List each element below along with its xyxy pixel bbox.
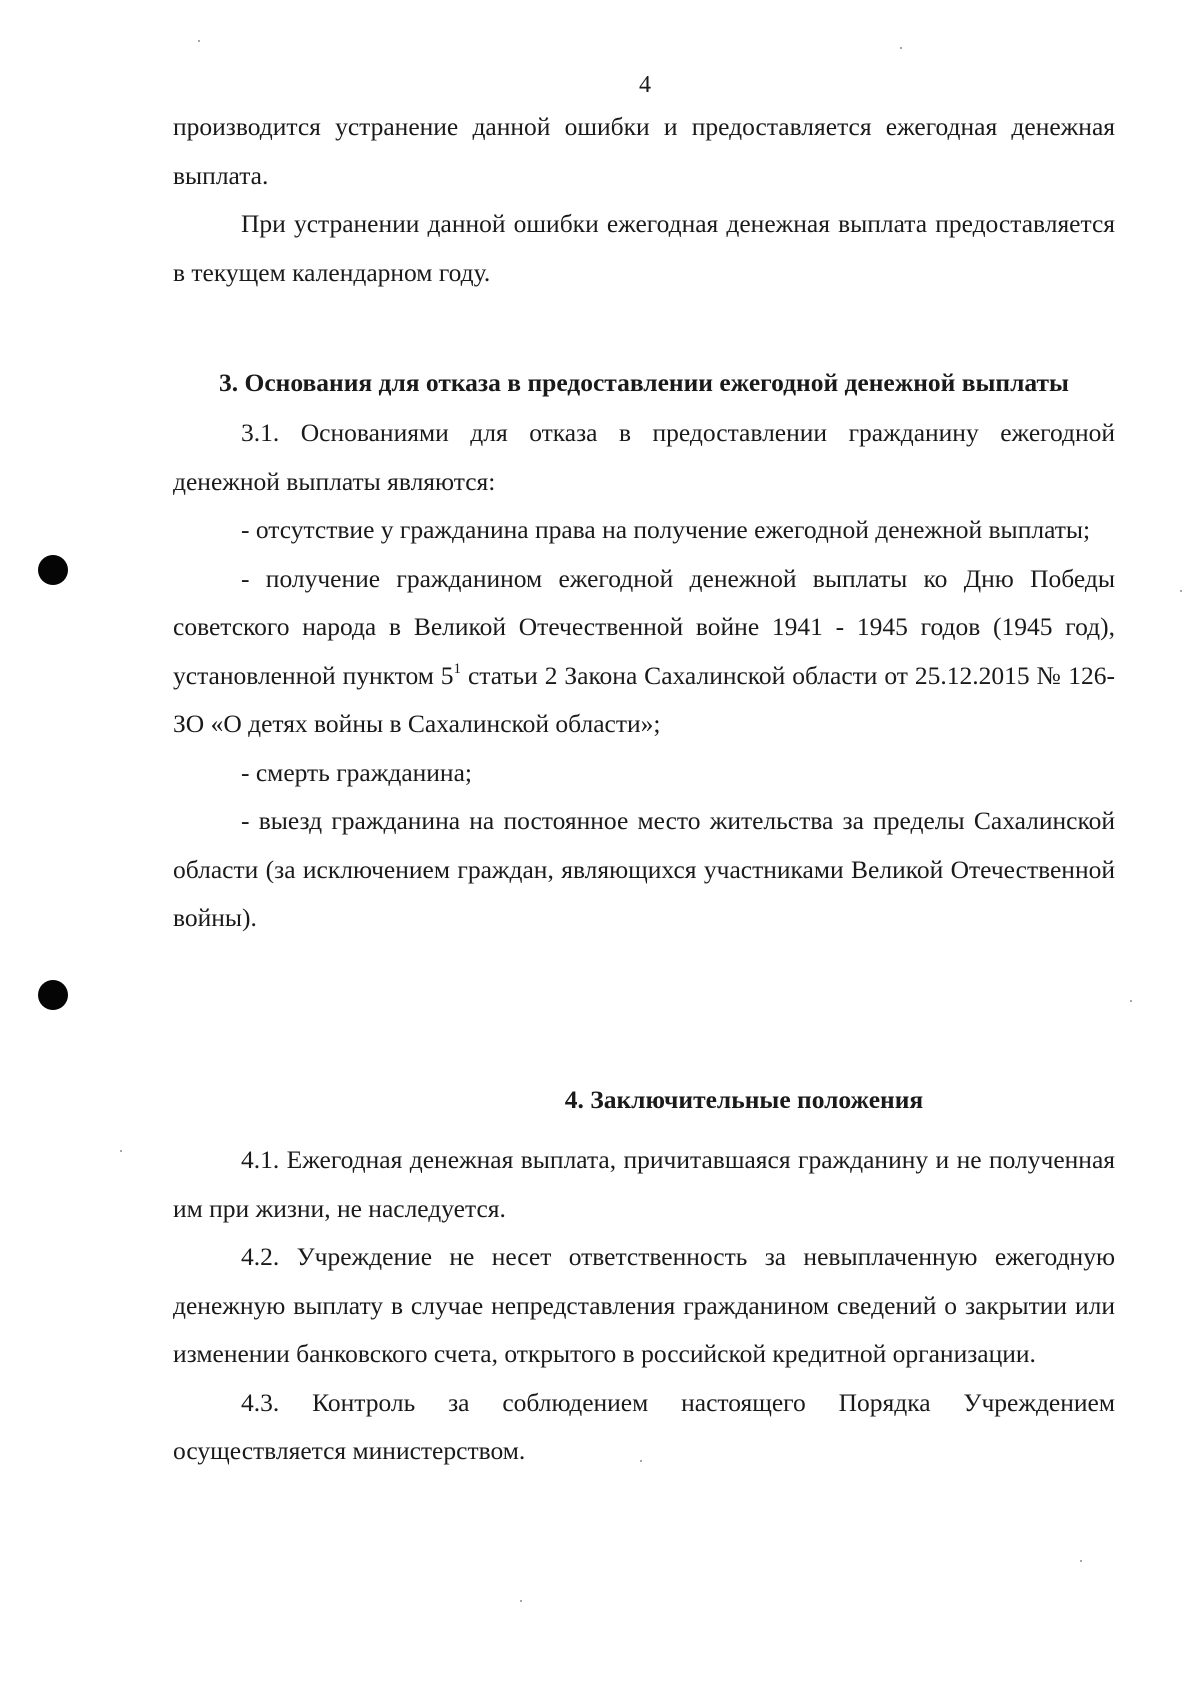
text-block-intro (173, 103, 1115, 297)
scan-speck (198, 40, 200, 42)
list-item-relocation: - выезд гражданина на постоянное место жительства за пределы Сахалинской области (за исключением граждан, являющихся участниками Великой Отечественной войны). (173, 806, 1115, 932)
scan-speck (900, 47, 902, 49)
punch-hole-lower (38, 980, 68, 1010)
scan-speck (1080, 1560, 1082, 1562)
scan-speck (120, 1150, 122, 1152)
page-number: 4 (639, 72, 651, 98)
paragraph-3-1: 3.1. Основаниями для отказа в предоставлении гражданину ежегодной денежной выплаты являются: (173, 418, 1115, 496)
scan-speck (1130, 1000, 1132, 1002)
punch-hole-upper (38, 555, 68, 585)
scan-speck (1180, 590, 1182, 592)
paragraph-intro-2: При устранении данной ошибки ежегодная денежная выплата предоставляется в текущем календарном году. (173, 209, 1115, 287)
section-3 (173, 365, 1115, 943)
list-item-no-right: - отсутствие у гражданина права на получение ежегодной денежной выплаты; (241, 515, 1091, 544)
scan-speck (640, 1460, 642, 1462)
list-item-received-payment-text-2: статьи 2 Закона Сахалинской области от 25.12.2015 № 126-ЗО «О детях войны в Сахалинской области»; (173, 660, 1115, 738)
list-item-received-payment-text-1: - получение гражданином ежегодной денежной выплаты ко Дню Победы советского народа в Великой Отечественной войне 1941 - 1945 годов (1945 год), установленной пунктом 5 (173, 563, 1115, 690)
paragraph-4-2: 4.2. Учреждение не несет ответственность за невыплаченную ежегодную денежную выплату в случае непредставления гражданином сведений о закрытии или изменении банковского счета, открытого в российской кредитной организации. (173, 1242, 1115, 1368)
paragraph-intro-1: производится устранение данной ошибки и предоставляется ежегодная денежная выплата. (173, 112, 1115, 190)
scan-speck (520, 1600, 522, 1602)
list-item-death: - смерть гражданина; (241, 757, 472, 787)
list-item-received-payment (173, 555, 1115, 749)
paragraph-4-3: 4.3. Контроль за соблюдением настоящего Порядка Учреждением осуществляется министерством. (173, 1387, 1115, 1465)
section-3-heading: 3. Основания для отказа в предоставлении ежегодной денежной выплаты (219, 368, 1069, 397)
superscript-1: 1 (453, 660, 462, 677)
section-4-heading: 4. Заключительные положения (564, 1085, 924, 1114)
section-4 (173, 1082, 1115, 1476)
paragraph-4-1: 4.1. Ежегодная денежная выплата, причитавшаяся гражданину и не полученная им при жизни, не наследуется. (173, 1145, 1115, 1223)
